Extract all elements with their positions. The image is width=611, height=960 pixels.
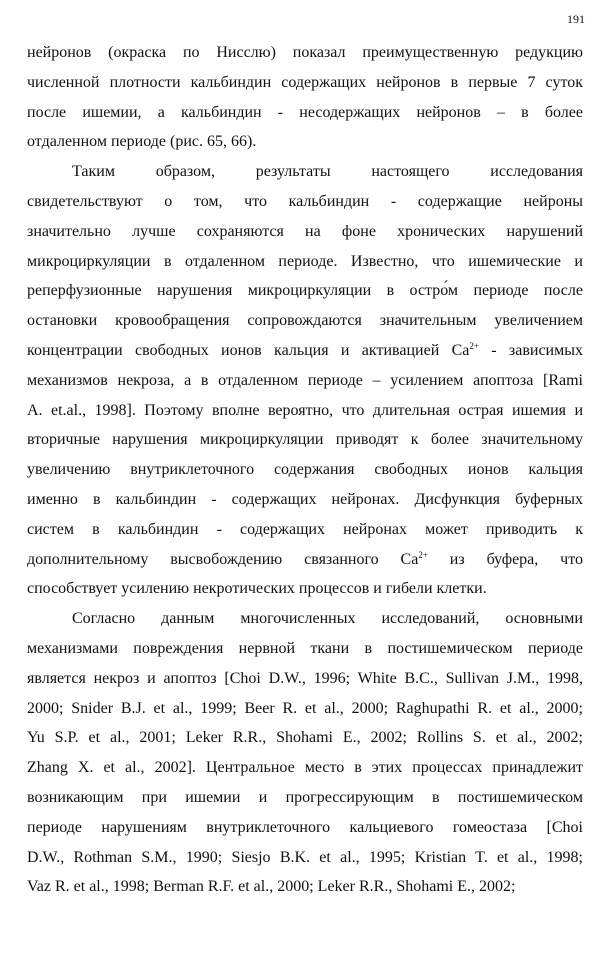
text-line: возникающим при ишемии и прогрессирующим в постишемическом (27, 788, 583, 806)
page-number: 191 (567, 12, 585, 26)
text-line: механизмов некроза, а в отдаленном периоде – усилением апоптоза [Rami (27, 371, 583, 389)
text-line: увеличению внутриклеточного содержания свободных ионов кальция (27, 461, 583, 479)
text-line: периоде нарушениям внутриклеточного кальциевого гомеостаза [Choi (27, 818, 583, 836)
text-line (27, 336, 583, 366)
text-fragment: дополнительному высвобождению связанного Ca (27, 550, 419, 568)
text-line: 2000; Snider B.J. et al., 1999; Beer R. et al., 2000; Raghupathi R. et al., 2000; (27, 699, 583, 717)
text-line (27, 545, 583, 575)
text-line: свидетельствуют о том, что кальбиндин - содержащие нейроны (27, 192, 583, 210)
paragraph (27, 38, 583, 157)
text-line: вторичные нарушения микроциркуляции приводят к более значительному (27, 431, 583, 449)
text-line: способствует усилению некротических процессов и гибели клетки. (27, 580, 487, 598)
superscript: 2+ (418, 549, 428, 560)
text-line: Согласно данным многочисленных исследований, основными (72, 610, 583, 628)
text-line: значительно лучше сохраняются на фоне хронических нарушений (27, 222, 583, 240)
text-line: A. et.al., 1998]. Поэтому вполне вероятно, что длительная острая ишемия и (27, 401, 583, 419)
text-line: D.W., Rothman S.M., 1990; Siesjo B.K. et al., 1995; Kristian T. et al., 1998; (27, 848, 583, 866)
text-line: Zhang X. et al., 2002]. Центральное место в этих процессах принадлежит (27, 759, 583, 777)
text-fragment: - зависимых (478, 341, 583, 359)
text-line: систем в кальбиндин - содержащих нейронах может приводить к (27, 520, 583, 538)
text-line: реперфузионные нарушения микроциркуляции в остро́м периоде после (27, 282, 583, 300)
text-line: численной плотности кальбиндин содержащих нейронов в первые 7 суток (27, 73, 583, 91)
text-line: Yu S.P. et al., 2001; Leker R.R., Shohami E., 2002; Rollins S. et al., 2002; (27, 729, 583, 747)
superscript: 2+ (469, 340, 479, 351)
text-line: остановки кровообращения сопровождаются значительным увеличением (27, 312, 583, 330)
text-fragment: концентрации свободных ионов кальция и активацией Ca (27, 341, 470, 359)
text-line: механизмами повреждения нервной ткани в постишемическом периоде (27, 639, 583, 657)
body-text (27, 38, 583, 902)
paragraph (27, 604, 583, 902)
text-line: микроциркуляции в отдаленном периоде. Известно, что ишемические и (27, 252, 583, 270)
text-line: нейронов (окраска по Нисслю) показал преимущественную редукцию (27, 44, 583, 61)
text-fragment: из буфера, что (427, 550, 583, 568)
text-line: именно в кальбиндин - содержащих нейронах. Дисфункция буферных (27, 490, 583, 508)
text-line: после ишемии, а кальбиндин - несодержащих нейронов – в более (27, 103, 583, 121)
text-line: Vaz R. et al., 1998; Berman R.F. et al., 2000; Leker R.R., Shohami E., 2002; (27, 878, 516, 896)
text-line: отдаленном периоде (рис. 65, 66). (27, 133, 257, 151)
paragraph (27, 157, 583, 604)
text-line: Таким образом, результаты настоящего исследования (72, 163, 583, 181)
text-line: является некроз и апоптоз [Choi D.W., 1996; White B.C., Sullivan J.M., 1998, (27, 669, 583, 687)
